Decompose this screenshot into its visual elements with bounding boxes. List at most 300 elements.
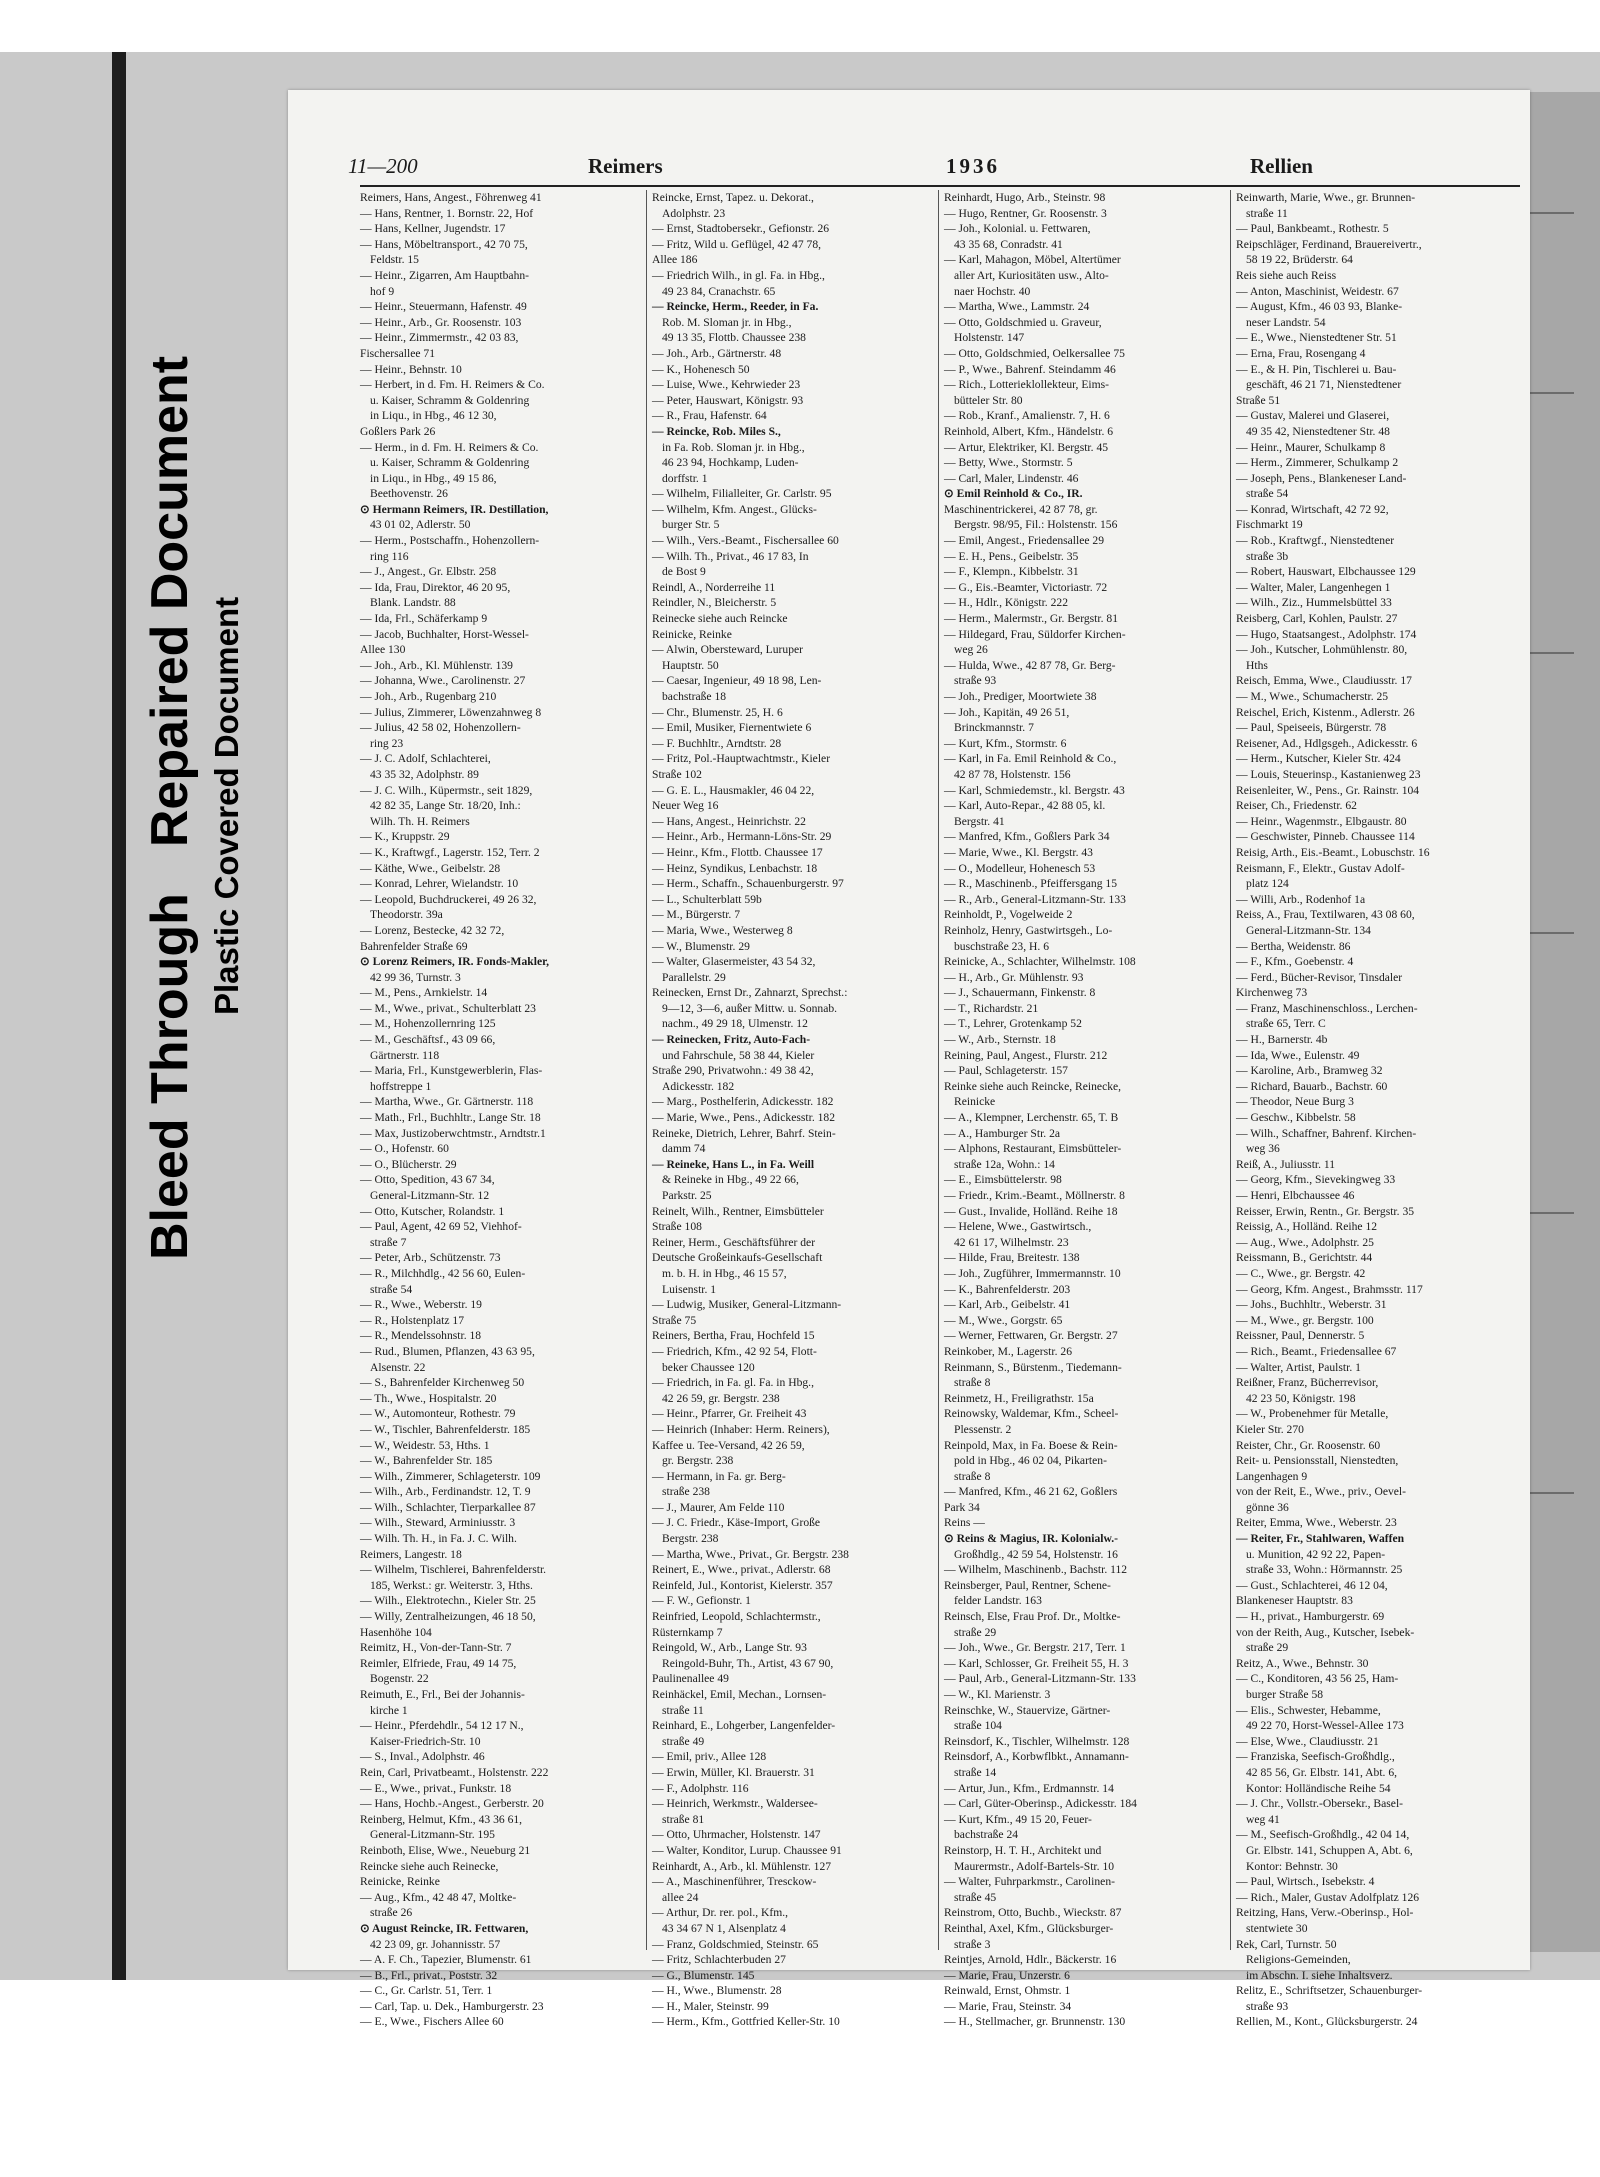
directory-entry-line: — Emil, priv., Allee 128 <box>652 1750 767 1764</box>
directory-entry-line: — B., Frl., privat., Poststr. 32 <box>360 1968 498 1982</box>
directory-entry-line: — Leopold, Buchdruckerei, 49 26 32, <box>360 892 537 906</box>
directory-entry-line: Gr. Elbstr. 141, Schuppen A, Abt. 6, <box>1246 1843 1413 1857</box>
directory-entry-line: — T., Richardstr. 21 <box>944 1001 1039 1015</box>
directory-entry-line: — Friedrich Wilh., in gl. Fa. in Hbg., <box>652 268 825 282</box>
directory-entry-line: — Herm., Malermstr., Gr. Bergstr. 81 <box>944 612 1118 626</box>
directory-entry-line: Theodorstr. 39a <box>370 908 443 922</box>
directory-entry-line: Reisberg, Carl, Kohlen, Paulstr. 27 <box>1236 612 1398 626</box>
directory-entry-line: — Paul, Wirtsch., Isebekstr. 4 <box>1236 1875 1375 1889</box>
directory-entry-line: — Joseph, Pens., Blankeneser Land- <box>1236 471 1407 485</box>
directory-entry-line: Reins — <box>944 1516 985 1530</box>
directory-entry-line: — Herm., Kfm., Gottfried Keller-Str. 10 <box>652 2015 840 2029</box>
directory-entry-line: und Fahrschule, 58 38 44, Kieler <box>662 1048 815 1062</box>
directory-entry-line: — Martha, Wwe., Gr. Gärtnerstr. 118 <box>360 1095 534 1109</box>
directory-entry-line: — F., Adolphstr. 116 <box>652 1781 749 1795</box>
directory-entry-line: Reinicke <box>954 1095 996 1109</box>
directory-entry-line: Reimler, Elfriede, Frau, 49 14 75, <box>360 1656 517 1670</box>
directory-entry-line: straße 65, Terr. C <box>1246 1017 1326 1031</box>
directory-entry-line: — Martha, Wwe., Privat., Gr. Bergstr. 238 <box>652 1547 849 1561</box>
document-type-labels <box>138 260 298 1260</box>
directory-entry-line: straße 238 <box>662 1485 710 1499</box>
directory-entry-line: General-Litzmann-Str. 134 <box>1246 923 1371 937</box>
directory-entry-line: ring 116 <box>370 549 409 563</box>
directory-entry-line: Reinhäckel, Emil, Mechan., Lornsen- <box>652 1688 827 1701</box>
directory-entry-line: — Joh., Zugführer, Immermannstr. 10 <box>944 1266 1121 1280</box>
directory-entry-line: — Th., Wwe., Hospitalstr. 20 <box>360 1391 497 1405</box>
directory-entry-line: Hths <box>1246 658 1268 672</box>
directory-entry-line: — Hans, Möbeltransport., 42 70 75, <box>360 237 528 251</box>
directory-entry-line: — O., Blücherstr. 29 <box>360 1157 457 1171</box>
directory-entry-line: — Otto, Kutscher, Rolandstr. 1 <box>360 1204 505 1218</box>
directory-entry-line: — M., Wwe., privat., Schulterblatt 23 <box>360 1001 536 1015</box>
directory-entry-line: — Peter, Arb., Schützenstr. 73 <box>360 1251 501 1265</box>
directory-entry-line: — A., Klempner, Lerchenstr. 65, T. B <box>944 1111 1119 1125</box>
directory-entry-line: — W., Bahrenfelder Str. 185 <box>360 1454 493 1468</box>
directory-entry-line: Rob. M. Sloman jr. in Hbg., <box>662 315 792 329</box>
directory-entry-line: — Franziska, Seefisch-Großhdlg., <box>1236 1750 1395 1764</box>
directory-entry-line: — Herbert, in d. Fm. H. Reimers & Co. <box>360 378 545 392</box>
directory-entry-line: Reinholz, Henry, Gastwirtsgeh., Lo- <box>944 923 1113 937</box>
directory-entry-line: Rek, Carl, Turnstr. 50 <box>1236 1937 1337 1951</box>
directory-entry-line: Wilh. Th. H. Reimers <box>370 814 470 828</box>
directory-entry-line: — Walter, Konditor, Lurup. Chaussee 91 <box>652 1843 842 1857</box>
directory-entry-line: — Marie, Frau, Unzerstr. 6 <box>944 1968 1070 1982</box>
directory-entry-line: gönne 36 <box>1246 1500 1289 1514</box>
directory-entry-line: Parkstr. 25 <box>662 1189 712 1202</box>
directory-entry-line: — Herm., Kutscher, Kieler Str. 424 <box>1236 752 1401 766</box>
directory-entry-line: Hauptstr. 50 <box>662 658 719 672</box>
directory-entry-line: — F., Klempn., Kibbelstr. 31 <box>944 565 1079 579</box>
directory-entry-line: straße 45 <box>954 1890 997 1904</box>
directory-entry-line: — H., Barnerstr. 4b <box>1236 1033 1328 1047</box>
header-keyword-right: Rellien <box>1250 154 1313 178</box>
directory-entry-line: — Heinr., Zimmermstr., 42 03 83, <box>360 331 519 345</box>
directory-entry-line: — Wilhelm, Tischlerei, Bahrenfelderstr. <box>360 1563 547 1577</box>
directory-entry-line: Reinmann, S., Bürstenm., Tiedemann- <box>944 1360 1122 1374</box>
directory-entry-line: in Liqu., in Hbg., 49 15 86, <box>370 471 497 485</box>
directory-entry-line: — Manfred, Kfm., 46 21 62, Goßlers <box>944 1485 1118 1499</box>
directory-entry-line: Reinecken, Ernst Dr., Zahnarzt, Sprechst.: <box>652 986 848 1000</box>
directory-entry-line: — Gustav, Malerei und Glaserei, <box>1236 409 1390 423</box>
directory-entry-line: Reining, Paul, Angest., Flurstr. 212 <box>944 1048 1108 1062</box>
directory-entry-line: — Paul, Arb., General-Litzmann-Str. 133 <box>944 1672 1136 1686</box>
column-divider <box>1230 190 1231 1950</box>
directory-entry-line: nachm., 49 29 18, Ulmenstr. 12 <box>662 1017 808 1031</box>
directory-entry-line: u. Kaiser, Schramm & Goldenring <box>370 393 530 407</box>
directory-entry-line: General-Litzmann-Str. 12 <box>370 1189 490 1202</box>
directory-entry-line: General-Litzmann-Str. 195 <box>370 1828 495 1842</box>
directory-entry-line: Kontor: Behnstr. 30 <box>1246 1859 1338 1873</box>
directory-entry-line: Kontor: Holländische Reihe 54 <box>1246 1781 1391 1795</box>
directory-entry-line: — E., Wwe., privat., Funkstr. 18 <box>360 1781 512 1795</box>
directory-entry-line: — M., Wwe., Gorgstr. 65 <box>944 1313 1063 1327</box>
directory-entry-line: Reinstorp, H. T. H., Architekt und <box>944 1843 1102 1857</box>
directory-entry-line: — Rich., Beamt., Friedensallee 67 <box>1236 1344 1397 1358</box>
directory-entry-line: straße 81 <box>662 1812 705 1826</box>
directory-entry-line: Reindler, N., Bleicherstr. 5 <box>652 596 777 610</box>
directory-entry-line: — Max, Justizoberwchtmstr., Arndtstr.1 <box>360 1126 546 1140</box>
directory-entry-line: u. Kaiser, Schramm & Goldenring <box>370 456 530 470</box>
directory-entry-line: — Paul, Speiseeis, Bürgerstr. 78 <box>1236 721 1387 735</box>
directory-entry-line: Reiner, Herm., Geschäftsführer der <box>652 1235 816 1249</box>
directory-entry-line: — Wilh. Th., Privat., 46 17 83, In <box>652 549 809 563</box>
directory-entry-line: Maurermstr., Adolf-Bartels-Str. 10 <box>954 1859 1115 1873</box>
directory-entry-line: Reinsch, Else, Frau Prof. Dr., Moltke- <box>944 1610 1121 1624</box>
directory-entry-line: — Karoline, Arb., Bramweg 32 <box>1236 1064 1383 1078</box>
directory-entry-line: — Ida, Frl., Schäferkamp 9 <box>360 612 488 626</box>
directory-entry-line: — A., Maschinenführer, Tresckow- <box>652 1875 817 1889</box>
directory-entry-line: Reismann, F., Elektr., Gustav Adolf- <box>1236 861 1405 875</box>
directory-entry-line: — Konrad, Wirtschaft, 42 72 92, <box>1236 502 1389 516</box>
directory-entry-line: allee 24 <box>662 1890 699 1904</box>
directory-entry-line: — Karl, Mahagon, Möbel, Altertümer <box>944 253 1121 267</box>
directory-entry-line: — Wilhelm, Maschinenb., Bachstr. 112 <box>944 1563 1128 1577</box>
directory-entry-line: Bergstr. 98/95, Fil.: Holstenstr. 156 <box>954 518 1118 532</box>
directory-entry-line: Reinpold, Max, in Fa. Boese & Rein- <box>944 1438 1118 1452</box>
directory-entry-line: straße 26 <box>370 1906 413 1920</box>
directory-entry-line: — M., Bürgerstr. 7 <box>652 908 741 922</box>
directory-entry-line: — Joh., Wwe., Gr. Bergstr. 217, Terr. 1 <box>944 1641 1126 1655</box>
directory-entry-line: — Chr., Blumenstr. 25, H. 6 <box>652 705 783 719</box>
directory-entry-line: 42 23 09, gr. Johannisstr. 57 <box>370 1937 501 1951</box>
directory-entry-line: — Hans, Kellner, Jugendstr. 17 <box>360 222 506 236</box>
directory-entry-line: — Rud., Blumen, Pflanzen, 43 63 95, <box>360 1344 535 1358</box>
directory-entry-line: — Reiter, Fr., Stahlwaren, Waffen <box>1236 1532 1405 1546</box>
directory-entry-line: — Carl, Maler, Lindenstr. 46 <box>944 471 1079 485</box>
directory-entry-line: — E., & H. Pin, Tischlerei u. Bau- <box>1236 362 1397 376</box>
directory-entry-line: Reimers, Langestr. 18 <box>360 1547 462 1561</box>
directory-entry-line: — Kurt, Kfm., Stormstr. 6 <box>944 736 1067 750</box>
directory-entry-line: — Herm., Zimmerer, Schulkamp 2 <box>1236 456 1399 470</box>
directory-entry-line: — Heinr., Maurer, Schulkamp 8 <box>1236 440 1386 454</box>
directory-entry-line: Bogenstr. 22 <box>370 1672 429 1686</box>
directory-entry-line: Reinhardt, Hugo, Arb., Steinstr. 98 <box>944 191 1106 204</box>
directory-entry-line: Reintjes, Arnold, Hdlr., Bäckerstr. 16 <box>944 1953 1117 1967</box>
directory-entry-line: straße 33, Wohn.: Hörmannstr. 25 <box>1246 1563 1403 1577</box>
directory-entry-line: — W., Weidestr. 53, Hths. 1 <box>360 1438 490 1452</box>
directory-entry-line: — Karl, Arb., Geibelstr. 41 <box>944 1298 1071 1312</box>
directory-entry-line: — Reineke, Hans L., in Fa. Weill <box>652 1157 815 1171</box>
directory-entry-line: — J., Angest., Gr. Elbstr. 258 <box>360 565 497 579</box>
directory-entry-line: — Konrad, Lehrer, Wielandstr. 10 <box>360 877 519 891</box>
directory-entry-line: Reineke, Dietrich, Lehrer, Bahrf. Stein- <box>652 1126 836 1140</box>
directory-entry-line: 42 87 78, Holstenstr. 156 <box>954 767 1071 781</box>
directory-entry-line: Bahrenfelder Straße 69 <box>360 939 468 953</box>
directory-entry-line: Reinholdt, P., Vogelweide 2 <box>944 908 1073 922</box>
directory-entry-line: — H., Stellmacher, gr. Brunnenstr. 130 <box>944 2015 1126 2029</box>
directory-entry-line: — Helene, Wwe., Gastwirtsch., <box>944 1220 1092 1234</box>
directory-entry-line: — Wilh., Steward, Arminiusstr. 3 <box>360 1516 516 1530</box>
directory-entry-line: Beethovenstr. 26 <box>370 487 448 501</box>
directory-entry-line: — Käthe, Wwe., Geibelstr. 28 <box>360 861 501 875</box>
directory-entry-line: straße 29 <box>1246 1641 1289 1655</box>
directory-entry-line: Reitz, A., Wwe., Behnstr. 30 <box>1236 1656 1369 1670</box>
directory-entry-line: straße 93 <box>1246 1999 1289 2013</box>
directory-entry-line: — M., Hohenzollernring 125 <box>360 1017 496 1031</box>
directory-entry-line: Kieler Str. 270 <box>1236 1422 1304 1436</box>
directory-entry-line: — R., Mendelssohnstr. 18 <box>360 1329 482 1343</box>
directory-entry-line: Reinert, E., Wwe., privat., Adlerstr. 68 <box>652 1563 831 1577</box>
directory-columns <box>360 190 1520 2029</box>
directory-entry-line: — Geschwister, Pinneb. Chaussee 114 <box>1236 830 1415 844</box>
directory-entry-line: Reister, Chr., Gr. Roosenstr. 60 <box>1236 1438 1381 1452</box>
directory-entry-line: 43 35 32, Adolphstr. 89 <box>370 767 479 781</box>
directory-entry-line: felder Landstr. 163 <box>954 1594 1042 1608</box>
directory-entry-line: — O., Modelleur, Hohenesch 53 <box>944 861 1096 875</box>
directory-entry-line: Reimers, Hans, Angest., Föhrenweg 41 <box>360 191 542 204</box>
directory-entry-line: — Carl, Tap. u. Dek., Hamburgerstr. 23 <box>360 1999 544 2013</box>
directory-entry-line: — R., Holstenplatz 17 <box>360 1313 465 1327</box>
directory-entry-line: Religions-Gemeinden, <box>1246 1953 1351 1967</box>
directory-entry-line: straße 29 <box>954 1625 997 1639</box>
directory-entry-line: — Walter, Glasermeister, 43 54 32, <box>652 955 816 969</box>
directory-entry-line: Reißner, Franz, Bücherrevisor, <box>1236 1376 1379 1390</box>
directory-entry-line: — C., Konditoren, 43 56 25, Ham- <box>1236 1672 1399 1686</box>
directory-entry-line: 49 35 42, Nienstedtener Str. 48 <box>1246 424 1390 438</box>
directory-entry-line: — Heinz, Syndikus, Lenbachstr. 18 <box>652 861 818 875</box>
directory-entry-line: — Maria, Wwe., Westerweg 8 <box>652 923 793 937</box>
directory-entry-line: dorffstr. 1 <box>662 471 708 485</box>
directory-entry-line: de Bost 9 <box>662 565 706 579</box>
directory-entry-line: — Kurt, Kfm., 49 15 20, Feuer- <box>944 1812 1092 1826</box>
directory-entry-line: — Luise, Wwe., Kehrwieder 23 <box>652 378 801 392</box>
header-year: 1936 <box>946 154 1000 178</box>
directory-entry-line: Reinsberger, Paul, Rentner, Schene- <box>944 1578 1111 1592</box>
directory-entry-line: — J. C. Friedr., Käse-Import, Große <box>652 1516 821 1530</box>
directory-entry-line: — Artur, Jun., Kfm., Erdmannstr. 14 <box>944 1781 1114 1795</box>
directory-entry-line: — H., privat., Hamburgerstr. 69 <box>1236 1610 1385 1624</box>
directory-entry-line: Reinboth, Elise, Wwe., Neueburg 21 <box>360 1843 531 1857</box>
directory-entry-line: — Karl, in Fa. Emil Reinhold & Co., <box>944 752 1117 766</box>
directory-entry-line: — Willi, Arb., Rodenhof 1a <box>1236 892 1366 906</box>
directory-entry-line: Paulinenallee 49 <box>652 1672 729 1686</box>
directory-entry-line: — Friedrich, Kfm., 42 92 54, Flott- <box>652 1344 817 1358</box>
directory-entry-line: — Hugo, Staatsangest., Adolphstr. 174 <box>1236 627 1417 641</box>
directory-entry-line: — E., Eimsbüttelerstr. 98 <box>944 1173 1062 1187</box>
directory-entry-line: — Rich., Lotterieklollekteur, Eims- <box>944 378 1110 392</box>
directory-entry-line: — Joh., Prediger, Moortwiete 38 <box>944 690 1097 703</box>
directory-entry-line: Relitz, E., Schriftsetzer, Schauenburger- <box>1236 1984 1423 1998</box>
directory-entry-line: — Ida, Wwe., Eulenstr. 49 <box>1236 1048 1360 1062</box>
directory-entry-line: Reischel, Erich, Kistenm., Adlerstr. 26 <box>1236 705 1415 719</box>
directory-entry-line: 42 99 36, Turnstr. 3 <box>370 970 461 984</box>
directory-entry-line: von der Reith, Aug., Kutscher, Isebek- <box>1236 1625 1415 1639</box>
directory-entry-line: Reisener, Ad., Hdlgsgeh., Adickesstr. 6 <box>1236 736 1418 750</box>
directory-entry-line: hoffstreppe 1 <box>370 1079 432 1093</box>
directory-entry-line: — Maria, Frl., Kunstgewerblerin, Flas- <box>360 1064 543 1078</box>
directory-entry-line: Reinfried, Leopold, Schlachtermstr., <box>652 1610 821 1624</box>
directory-entry-line: — Fritz, Schlachterbuden 27 <box>652 1953 786 1967</box>
directory-entry-line: bütteler Str. 80 <box>954 393 1023 407</box>
directory-entry-line: — Marie, Wwe., Pens., Adickesstr. 182 <box>652 1111 836 1125</box>
directory-entry-line: — Wilh., Arb., Ferdinandstr. 12, T. 9 <box>360 1485 531 1499</box>
directory-entry-line: Feldstr. 15 <box>370 253 419 267</box>
directory-entry-line: — Herm., Schaffn., Schauenburgerstr. 97 <box>652 877 844 891</box>
directory-entry-line: Reinsdorf, A., Korbwflbkt., Annamann- <box>944 1750 1129 1764</box>
directory-entry-line: straße 3b <box>1246 549 1289 563</box>
directory-entry-line: — Ernst, Stadtobersekr., Gefionstr. 26 <box>652 222 830 236</box>
directory-entry-line: — Wilh., Schlachter, Tierparkallee 87 <box>360 1500 536 1514</box>
directory-entry-line: — H., Arb., Gr. Mühlenstr. 93 <box>944 970 1084 984</box>
directory-entry-line: pold in Hbg., 46 02 04, Pikarten- <box>954 1454 1107 1468</box>
directory-entry-line: — Paul, Bankbeamt., Rothestr. 5 <box>1236 222 1389 236</box>
directory-entry-line: straße 12a, Wohn.: 14 <box>954 1157 1055 1171</box>
directory-entry-line: — F., Kfm., Goebenstr. 4 <box>1236 955 1354 969</box>
directory-entry-line: — E., Wwe., Nienstedtener Str. 51 <box>1236 331 1397 345</box>
directory-entry-line: Reinberg, Helmut, Kfm., 43 36 61, <box>360 1812 523 1826</box>
directory-entry-line: Reinicke, Reinke <box>652 627 732 641</box>
directory-entry-line: Straße 290, Privatwohn.: 49 38 42, <box>652 1064 814 1078</box>
directory-entry-line: Reinicke, Reinke <box>360 1875 440 1889</box>
directory-entry-line: Park 34 <box>944 1500 980 1514</box>
directory-entry-line: — Wilh., Schaffner, Bahrenf. Kirchen- <box>1236 1126 1417 1140</box>
directory-entry-line: Reinhold, Albert, Kfm., Händelstr. 6 <box>944 424 1114 438</box>
directory-entry-line: — Joh., Kapitän, 49 26 51, <box>944 705 1070 719</box>
directory-entry-line: straße 11 <box>1246 206 1288 220</box>
label-bleed-through: Bleed Through <box>141 893 199 1260</box>
directory-entry-line: — Heinr., Kfm., Flottb. Chaussee 17 <box>652 845 823 859</box>
directory-entry-line: stentwiete 30 <box>1246 1921 1308 1935</box>
directory-entry-line: — F. Buchhltr., Arndtstr. 28 <box>652 736 782 750</box>
directory-entry-line: Reinicke, A., Schlachter, Wilhelmstr. 108 <box>944 955 1136 969</box>
directory-entry-line: 42 85 56, Gr. Elbstr. 141, Abt. 6, <box>1246 1765 1398 1779</box>
directory-entry-line: Blankeneser Hauptstr. 83 <box>1236 1594 1353 1608</box>
directory-entry-line: — H., Wwe., Blumenstr. 28 <box>652 1984 782 1998</box>
directory-entry-line: weg 36 <box>1246 1142 1280 1156</box>
directory-entry-line: — G. E. L., Hausmakler, 46 04 22, <box>652 783 815 797</box>
directory-entry-line: Reiss, A., Frau, Textilwaren, 43 08 60, <box>1236 908 1415 922</box>
directory-entry-line: Reiß, A., Juliusstr. 11 <box>1236 1157 1336 1171</box>
directory-entry-line: straße 8 <box>954 1469 991 1483</box>
directory-entry-line: — M., Pens., Arnkielstr. 14 <box>360 986 488 1000</box>
directory-entry-line: — Heinr., Zigarren, Am Hauptbahn- <box>360 268 530 282</box>
directory-entry-line: m. b. H. in Hbg., 46 15 57, <box>662 1266 787 1280</box>
directory-entry-line: 46 23 94, Hochkamp, Luden- <box>662 456 799 470</box>
directory-entry-line: — Marie, Wwe., Kl. Bergstr. 43 <box>944 845 1093 859</box>
directory-entry-line: — Caesar, Ingenieur, 49 18 98, Len- <box>652 674 822 688</box>
directory-entry-line: straße 8 <box>954 1376 991 1390</box>
column-3 <box>944 190 1222 2029</box>
directory-entry-line: — Franz, Goldschmied, Steinstr. 65 <box>652 1937 819 1951</box>
directory-entry-line: Deutsche Großeinkaufs-Gesellschaft <box>652 1251 823 1265</box>
directory-entry-line: — Else, Wwe., Claudiusstr. 21 <box>1236 1734 1379 1748</box>
directory-entry-line: Reinelt, Wilh., Rentner, Eimsbütteler <box>652 1204 824 1218</box>
directory-entry-line: — Johs., Buchhltr., Weberstr. 31 <box>1236 1298 1387 1312</box>
directory-entry-line: kirche 1 <box>370 1703 408 1717</box>
directory-entry-line: — Reincke, Herm., Reeder, in Fa. <box>652 300 819 314</box>
directory-entry-line: in Fa. Rob. Sloman jr. in Hbg., <box>662 440 805 454</box>
directory-entry-line: — Wilh., Vers.-Beamt., Fischersallee 60 <box>652 534 839 548</box>
directory-entry-line: straße 14 <box>954 1765 997 1779</box>
directory-entry-line: — J. C. Adolf, Schlachterei, <box>360 752 491 766</box>
label-plastic: Plastic Covered Document <box>208 596 245 1015</box>
directory-entry-line: — E. H., Pens., Geibelstr. 35 <box>944 549 1079 563</box>
directory-entry-line: — Rich., Maler, Gustav Adolfplatz 126 <box>1236 1890 1420 1904</box>
directory-entry-line: — Willy, Zentralheizungen, 46 18 50, <box>360 1610 536 1624</box>
directory-entry-line: — Lorenz, Bestecke, 42 32 72, <box>360 923 505 937</box>
directory-entry-line: — Henri, Elbchaussee 46 <box>1236 1189 1355 1202</box>
directory-entry-line: weg 26 <box>954 643 988 657</box>
directory-entry-line: — Anton, Maschinist, Weidestr. 67 <box>1236 284 1399 298</box>
directory-entry-line: — R., Arb., General-Litzmann-Str. 133 <box>944 892 1126 906</box>
directory-entry-line: — Hans, Angest., Heinrichstr. 22 <box>652 814 806 828</box>
directory-entry-line: — Reincke, Rob. Miles S., <box>652 424 781 438</box>
directory-entry-line: Holstenstr. 147 <box>954 331 1025 345</box>
directory-entry-line: — G., Blumenstr. 145 <box>652 1968 755 1982</box>
column-4 <box>1236 190 1514 2029</box>
directory-entry-line: — W., Arb., Sternstr. 18 <box>944 1033 1056 1047</box>
directory-entry-line: — Otto, Goldschmied, Oelkersallee 75 <box>944 346 1125 360</box>
directory-entry-line: — Heinr., Arb., Gr. Roosenstr. 103 <box>360 315 522 329</box>
directory-entry-line: Großhdlg., 42 59 54, Holstenstr. 16 <box>954 1547 1118 1561</box>
directory-entry-line: — Theodor, Neue Burg 3 <box>1236 1095 1354 1109</box>
directory-entry-line: Reinthal, Axel, Kfm., Glücksburger- <box>944 1921 1114 1935</box>
directory-entry-line: — M., Wwe., gr. Bergstr. 100 <box>1236 1313 1374 1327</box>
directory-entry-line: — Friedr., Krim.-Beamt., Möllnerstr. 8 <box>944 1189 1125 1202</box>
directory-entry-line: — A., Hamburger Str. 2a <box>944 1126 1061 1140</box>
directory-entry-line: — Friedrich, in Fa. gl. Fa. in Hbg., <box>652 1376 814 1390</box>
directory-entry-line: 43 01 02, Adlerstr. 50 <box>370 518 471 532</box>
directory-entry-line: — R., Milchhdlg., 42 56 60, Eulen- <box>360 1266 526 1280</box>
directory-entry-line: Reiners, Bertha, Frau, Hochfeld 15 <box>652 1329 815 1343</box>
directory-entry-line: — Carl, Güter-Oberinsp., Adickesstr. 184 <box>944 1797 1137 1811</box>
directory-entry-line: — R., Wwe., Weberstr. 19 <box>360 1298 482 1312</box>
directory-entry-line: — Joh., Kutscher, Lohmühlenstr. 80, <box>1236 643 1408 657</box>
directory-entry-line: — Heinr., Behnstr. 10 <box>360 362 462 376</box>
directory-entry-line: 42 61 17, Wilhelmstr. 23 <box>954 1235 1069 1249</box>
directory-entry-line: — Georg, Kfm., Sievekingweg 33 <box>1236 1173 1396 1187</box>
directory-entry-line: 49 13 35, Flottb. Chaussee 238 <box>662 331 806 345</box>
directory-entry-line: von der Reit, E., Wwe., priv., Oevel- <box>1236 1485 1406 1499</box>
directory-entry-line: Parallelstr. 29 <box>662 970 726 984</box>
header-rule <box>360 185 1520 187</box>
directory-entry-line: — Walter, Artist, Paulstr. 1 <box>1236 1360 1361 1374</box>
directory-entry-line: — Bertha, Weidenstr. 86 <box>1236 939 1351 953</box>
directory-entry-line: Straße 108 <box>652 1220 702 1234</box>
directory-entry-line: Reis siehe auch Reiss <box>1236 268 1337 282</box>
column-2 <box>652 190 930 2029</box>
directory-entry-line: Reinkober, M., Lagerstr. 26 <box>944 1344 1073 1358</box>
directory-entry-line: — Karl, Auto-Repar., 42 88 05, kl. <box>944 799 1106 813</box>
directory-entry-line: straße 104 <box>954 1719 1002 1733</box>
directory-entry-line: Reinowsky, Waldemar, Kfm., Scheel- <box>944 1407 1119 1421</box>
directory-entry-line: burger Straße 58 <box>1246 1688 1324 1701</box>
directory-entry-line: — Wilh., Elektrotechn., Kieler Str. 25 <box>360 1594 536 1608</box>
directory-entry-line: Reincke, Ernst, Tapez. u. Dekorat., <box>652 191 814 204</box>
directory-entry-line: aller Art, Kuriositäten usw., Alto- <box>954 268 1109 282</box>
column-divider <box>646 190 647 1950</box>
directory-entry-line: Blank. Landstr. 88 <box>370 596 456 610</box>
directory-entry-line: — A. F. Ch., Tapezier, Blumenstr. 61 <box>360 1953 532 1967</box>
directory-entry-line: Bergstr. 238 <box>662 1532 719 1546</box>
directory-entry-line: ⊙ Hermann Reimers, IR. Destillation, <box>360 502 549 516</box>
directory-entry-line: — Joh., Arb., Rugenbarg 210 <box>360 690 497 703</box>
directory-entry-line: Kaffee u. Tee-Versand, 42 26 59, <box>652 1438 805 1452</box>
directory-entry-line: bachstraße 18 <box>662 690 727 703</box>
directory-entry-line: Reisser, Erwin, Rentn., Gr. Bergstr. 35 <box>1236 1204 1415 1218</box>
directory-entry-line: Luisenstr. 1 <box>662 1282 717 1296</box>
directory-entry-line: ⊙ Emil Reinhold & Co., IR. <box>944 487 1083 501</box>
directory-entry-line: — Walter, Fuhrparkmstr., Carolinen- <box>944 1875 1115 1889</box>
directory-entry-line: — R., Frau, Hafenstr. 64 <box>652 409 767 423</box>
directory-entry-line: Kaiser-Friedrich-Str. 10 <box>370 1734 481 1748</box>
directory-entry-line: Reinecke siehe auch Reincke <box>652 612 788 626</box>
directory-entry-line: — Wilhelm, Filialleiter, Gr. Carlstr. 95 <box>652 487 832 501</box>
directory-entry-line: — Marie, Frau, Steinstr. 34 <box>944 1999 1072 2013</box>
directory-entry-line: Kirchenweg 73 <box>1236 986 1308 1000</box>
directory-entry-line: — Walter, Maler, Langenhegen 1 <box>1236 580 1391 594</box>
directory-entry-line: — Artur, Elektriker, Kl. Bergstr. 45 <box>944 440 1109 454</box>
